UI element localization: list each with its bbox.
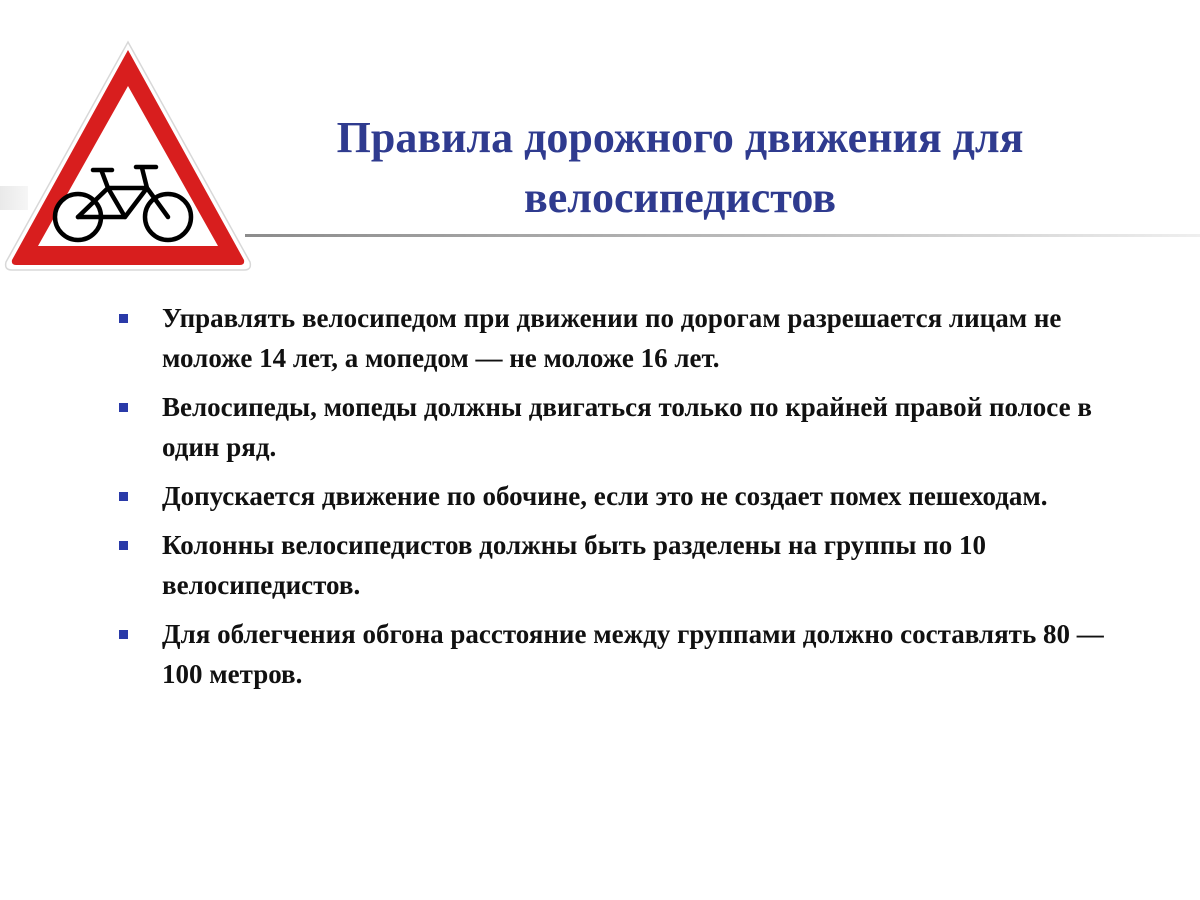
- title-underline: [245, 234, 1200, 237]
- list-item-text: Управлять велосипедом при движении по дорогам разрешается лицам не моложе 14 лет, а мопедом — не моложе 16 лет.: [162, 303, 1062, 373]
- bicycle-warning-sign-icon: [0, 36, 256, 276]
- list-item: [112, 298, 1112, 378]
- list-item: [112, 387, 1112, 467]
- list-item: [112, 614, 1112, 694]
- bullet-square-icon: [119, 492, 128, 501]
- list-item-text: Для облегчения обгона расстояние между группами должно составлять 80 — 100 метров.: [162, 619, 1104, 689]
- list-item-text: Велосипеды, мопеды должны двигаться только по крайней правой полосе в один ряд.: [162, 392, 1092, 462]
- list-item-text: Допускается движение по обочине, если это не создает помех пешеходам.: [162, 481, 1048, 511]
- rules-list: [112, 298, 1112, 703]
- bullet-square-icon: [119, 630, 128, 639]
- slide-title: Правила дорожного движения для велосипедистов: [336, 113, 1024, 222]
- list-item: [112, 525, 1112, 605]
- bullet-square-icon: [119, 314, 128, 323]
- list-item: [112, 476, 1112, 516]
- bullet-square-icon: [119, 541, 128, 550]
- bullet-square-icon: [119, 403, 128, 412]
- list-item-text: Колонны велосипедистов должны быть разделены на группы по 10 велосипедистов.: [162, 530, 986, 600]
